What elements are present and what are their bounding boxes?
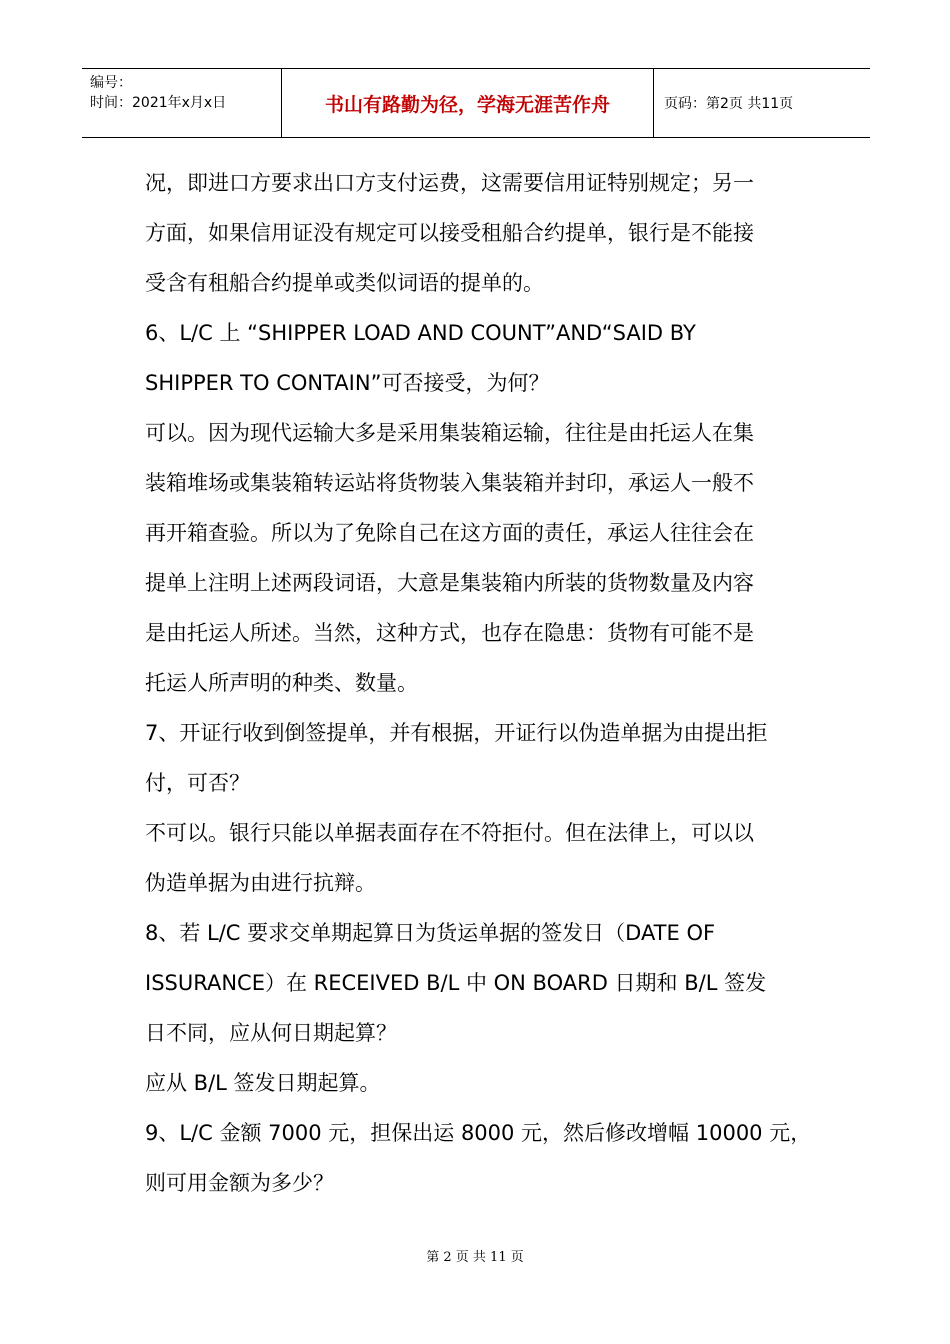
document-date-label: 时间：2021年x月x日 — [90, 95, 227, 111]
header-left-cell — [82, 69, 282, 137]
text-line: 受含有租船合约提单或类似词语的提单的。 — [145, 271, 544, 295]
header-motto: 书山有路勤为径，学海无涯苦作舟 — [282, 69, 654, 137]
text-line: 方面，如果信用证没有规定可以接受租船合约提单，银行是不能接 — [145, 221, 754, 245]
question-line: 9、L/C 金额 7000 元，担保出运 8000 元，然后修改增幅 10000 元， — [145, 1121, 812, 1145]
answer-line: 再开箱查验。所以为了免除自己在这方面的责任，承运人往往会在 — [145, 521, 754, 545]
header-page-label: 页码：第2页 共11页 — [664, 96, 794, 112]
question-line: 日不同，应从何日期起算？ — [145, 1021, 397, 1045]
document-body — [145, 158, 810, 1208]
question-line: ISSURANCE）在 RECEIVED B/L 中 ON BOARD 日期和 B/L 签发 — [145, 971, 767, 995]
answer-line: 是由托运人所述。当然，这种方式，也存在隐患：货物有可能不是 — [145, 621, 754, 645]
answer-line: 托运人所声明的种类、数量。 — [145, 671, 418, 695]
question-line: 6、L/C 上 “SHIPPER LOAD AND COUNT”AND“SAID BY — [145, 321, 696, 345]
question-line: 7、开证行收到倒签提单，并有根据，开证行以伪造单据为由提出拒 — [145, 721, 768, 745]
question-line: 8、若 L/C 要求交单期起算日为货运单据的签发日（DATE OF — [145, 921, 716, 945]
answer-line: 装箱堆场或集装箱转运站将货物装入集装箱并封印，承运人一般不 — [145, 471, 754, 495]
answer-line: 可以。因为现代运输大多是采用集装箱运输，往往是由托运人在集 — [145, 421, 754, 445]
answer-line: 伪造单据为由进行抗辩。 — [145, 871, 376, 895]
text-line: 况，即进口方要求出口方支付运费，这需要信用证特别规定；另一 — [145, 171, 754, 195]
document-number-label: 编号： — [90, 75, 132, 91]
question-line: 付，可否？ — [145, 771, 250, 795]
page-header — [82, 68, 870, 138]
question-line: 则可用金额为多少？ — [145, 1171, 334, 1195]
page-footer: 第 2 页 共 11 页 — [426, 1250, 524, 1265]
answer-line: 提单上注明上述两段词语，大意是集装箱内所装的货物数量及内容 — [145, 571, 754, 595]
answer-line: 应从 B/L 签发日期起算。 — [145, 1071, 381, 1095]
answer-line: 不可以。银行只能以单据表面存在不符拒付。但在法律上，可以以 — [145, 821, 754, 845]
question-line: SHIPPER TO CONTAIN”可否接受，为何？ — [145, 371, 550, 395]
